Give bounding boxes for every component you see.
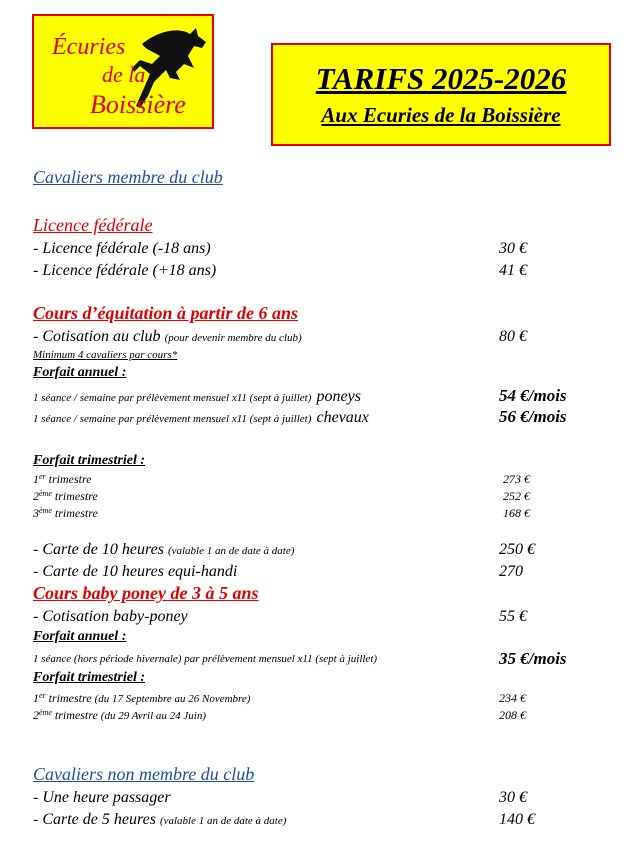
- carte-10-handi-price: 270: [499, 563, 523, 580]
- licence-under18-price: 30 €: [499, 240, 527, 257]
- trimestre-2-sup: ème: [39, 489, 52, 498]
- logo-line-3: Boissière: [90, 90, 186, 119]
- baby-annuel-price: 35 €/mois: [499, 649, 567, 668]
- trimestre-1: [33, 472, 92, 487]
- forfait-trimestriel-heading: Forfait trimestriel :: [33, 453, 145, 468]
- forfait-poneys: [33, 386, 361, 406]
- baby-trimestre-1-label: trimestre: [45, 691, 92, 705]
- cotisation-club: [33, 328, 302, 346]
- licence-heading: Licence fédérale: [33, 215, 153, 235]
- cotisation-baby-label: - Cotisation baby-poney: [33, 608, 188, 625]
- carte-10-handi-label: - Carte de 10 heures equi-handi: [33, 563, 238, 580]
- forfait-chevaux: [33, 407, 369, 427]
- cotisation-club-note: (pour devenir membre du club): [164, 332, 302, 344]
- page-title: TARIFS 2025-2026: [315, 61, 567, 96]
- carte-10-price: 250 €: [499, 541, 535, 558]
- forfait-chevaux-label: 1 séance / semaine par prélèvement mensuel x11 (sept à juillet): [33, 413, 312, 425]
- trimestre-1-label: trimestre: [45, 472, 92, 486]
- forfait-annuel-heading: Forfait annuel :: [33, 365, 127, 380]
- trimestre-2-label: trimestre: [51, 489, 98, 503]
- trimestre-3: [33, 506, 98, 521]
- passager-label: - Une heure passager: [33, 789, 171, 806]
- trimestre-1-sup: er: [39, 472, 46, 481]
- licence-over18-label: - Licence fédérale (+18 ans): [33, 262, 217, 279]
- trimestre-1-price: 273 €: [503, 472, 530, 486]
- forfait-poneys-price: 54 €/mois: [499, 386, 567, 405]
- carte-5-note: (valable 1 an de date à date): [159, 815, 287, 827]
- forfait-chevaux-price: 56 €/mois: [499, 407, 567, 426]
- trimestre-1-num: 1: [33, 472, 39, 486]
- trimestre-2-num: 2: [33, 489, 39, 503]
- baby-trimestriel-heading: Forfait trimestriel :: [33, 670, 145, 685]
- carte-10: [33, 541, 294, 559]
- baby-trimestre-1-sup: er: [39, 691, 46, 700]
- trimestre-2: [33, 489, 98, 504]
- baby-trimestre-1-num: 1: [33, 691, 39, 705]
- forfait-poneys-label: 1 séance / semaine par prélèvement mensuel x11 (sept à juillet): [33, 392, 312, 404]
- baby-heading: Cours baby poney de 3 à 5 ans: [33, 583, 259, 603]
- forfait-chevaux-type: chevaux: [316, 409, 369, 426]
- baby-trimestre-2-price: 208 €: [499, 708, 526, 722]
- baby-trimestre-2-sup: ème: [39, 708, 52, 717]
- cotisation-baby-price: 55 €: [499, 608, 527, 625]
- nonmembers-heading: Cavaliers non membre du club: [33, 764, 255, 784]
- baby-trimestre-1: [33, 691, 250, 706]
- logo-line-2: de la: [102, 62, 146, 87]
- baby-trimestre-1-price: 234 €: [499, 691, 526, 705]
- cotisation-club-label: - Cotisation au club: [33, 328, 161, 345]
- baby-trimestre-1-note: (du 17 Septembre au 26 Novembre): [94, 693, 251, 705]
- baby-trimestre-2-note: (du 29 Avril au 24 Juin): [100, 710, 206, 722]
- page-subtitle: Aux Ecuries de la Boissière: [321, 103, 561, 127]
- licence-over18-price: 41 €: [499, 262, 527, 279]
- carte-10-label: - Carte de 10 heures: [33, 541, 164, 558]
- carte-5: [33, 811, 286, 829]
- carte-5-price: 140 €: [499, 811, 535, 828]
- cotisation-club-price: 80 €: [499, 328, 527, 345]
- trimestre-2-price: 252 €: [503, 489, 530, 503]
- minimum-note: Minimum 4 cavaliers par cours*: [33, 349, 178, 361]
- trimestre-3-label: trimestre: [51, 506, 98, 520]
- carte-10-note: (valable 1 an de date à date): [167, 545, 295, 557]
- members-heading: Cavaliers membre du club: [33, 167, 223, 187]
- baby-trimestre-2: [33, 708, 206, 723]
- trimestre-3-sup: ème: [39, 506, 52, 515]
- licence-under18-label: - Licence fédérale (-18 ans): [33, 240, 211, 257]
- carte-5-label: - Carte de 5 heures: [33, 811, 156, 828]
- forfait-poneys-type: poneys: [316, 388, 361, 405]
- cours-heading: Cours d’équitation à partir de 6 ans: [33, 303, 299, 323]
- baby-annuel-heading: Forfait annuel :: [33, 629, 127, 644]
- passager-price: 30 €: [499, 789, 527, 806]
- logo-line-1: Écuries: [52, 34, 126, 60]
- club-logo: [32, 14, 214, 129]
- baby-trimestre-2-label: trimestre: [51, 708, 98, 722]
- trimestre-3-num: 3: [33, 506, 39, 520]
- trimestre-3-price: 168 €: [503, 506, 530, 520]
- baby-trimestre-2-num: 2: [33, 708, 39, 722]
- title-box: [271, 43, 611, 146]
- baby-annuel-label: 1 séance (hors période hivernale) par prélèvement mensuel x11 (sept à juillet): [33, 653, 378, 665]
